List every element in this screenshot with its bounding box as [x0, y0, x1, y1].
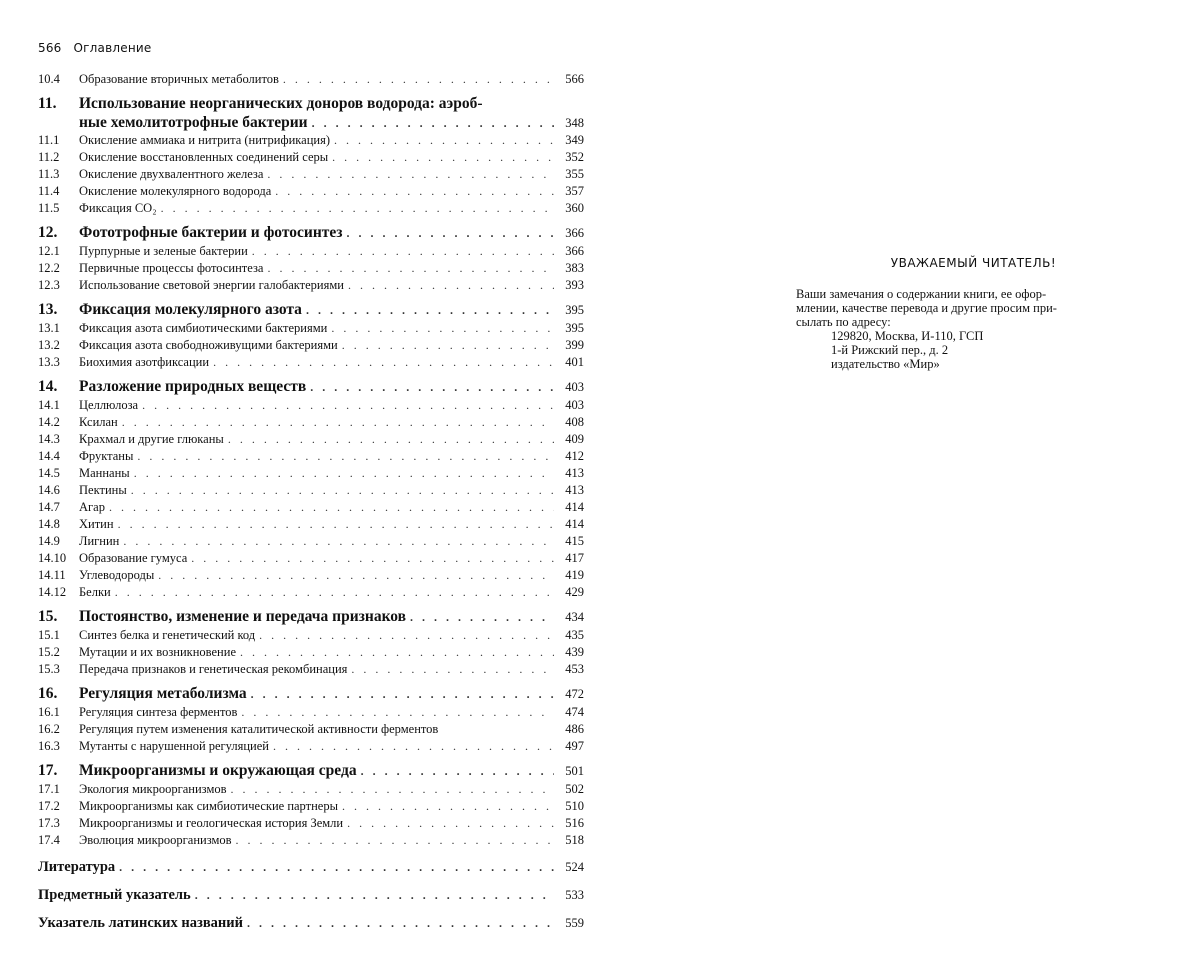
notice-line: Ваши замечания о содержании книги, ее офор-: [796, 287, 1047, 301]
toc-entry-number: 10.4: [38, 72, 60, 86]
toc-entry-page: 486: [565, 722, 584, 736]
toc-entry-title: [79, 832, 554, 849]
toc-entry-title-text: Образование вторичных метаболитов: [79, 72, 279, 86]
toc-entry-page: 566: [565, 72, 584, 86]
toc-entry-title-text: Литература: [38, 859, 116, 875]
toc-leader-dots: [237, 704, 554, 721]
toc-leader-dots: [269, 738, 554, 755]
toc-entry-title: [79, 607, 554, 627]
toc-entry-page: 352: [565, 150, 584, 164]
toc-leader-dots: [342, 223, 554, 243]
toc-leader-dots: [191, 885, 554, 905]
toc-section-entry: [38, 71, 584, 88]
toc-entry-title: [79, 223, 554, 243]
toc-entry-number: 14.6: [38, 483, 60, 497]
toc-entry-number: 11.1: [38, 133, 60, 147]
toc-entry-title: [79, 704, 554, 721]
toc-leader-dots: [344, 277, 554, 294]
toc-leader-dots: [138, 397, 554, 414]
toc-chapter-entry: [38, 684, 584, 704]
toc-entry-title: [38, 913, 554, 933]
toc-entry-title: [79, 448, 554, 465]
toc-section-entry: [38, 738, 584, 755]
toc-entry-title-text: Указатель латинских названий: [38, 915, 243, 931]
toc-entry-title-text: Образование гумуса: [79, 551, 188, 565]
toc-entry-title: [79, 584, 554, 601]
toc-entry-number: 12.: [38, 224, 58, 241]
toc-entry-number: 14.9: [38, 534, 60, 548]
toc-entry-page: 502: [565, 782, 584, 796]
toc-leader-dots: [105, 499, 554, 516]
toc-entry-number: 12.2: [38, 261, 60, 275]
toc-entry-title: [79, 781, 554, 798]
table-of-contents: [38, 71, 584, 933]
toc-chapter-entry: [38, 94, 584, 114]
toc-chapter-entry: [38, 607, 584, 627]
toc-entry-page: 383: [565, 261, 584, 275]
toc-entry-title: [79, 550, 554, 567]
toc-entry-number: 14.5: [38, 466, 60, 480]
notice-address-line: 1-й Рижский пер., д. 2: [831, 343, 949, 357]
toc-entry-title: [79, 414, 554, 431]
toc-entry-page: 349: [565, 133, 584, 147]
toc-entry-title-text: Белки: [79, 585, 111, 599]
toc-entry-page: 439: [565, 645, 584, 659]
toc-entry-title-text: Пектины: [79, 483, 127, 497]
toc-section-entry: [38, 465, 584, 482]
toc-entry-number: 14.11: [38, 568, 66, 582]
toc-chapter-entry: [38, 377, 584, 397]
toc-entry-title: [79, 815, 554, 832]
toc-entry-number: 17.1: [38, 782, 60, 796]
toc-entry-page: 403: [565, 380, 584, 394]
toc-leader-dots: [357, 761, 554, 781]
toc-entry-title-text: Микроорганизмы и геологическая история Земли: [79, 816, 344, 830]
toc-entry-title: [79, 132, 554, 149]
toc-entry-title-text: Использование световой энергии галобактериями: [79, 278, 344, 292]
toc-leader-dots: [302, 300, 554, 320]
toc-entry-title: [79, 644, 554, 661]
toc-section-entry: [38, 627, 584, 644]
toc-entry-number: 17.3: [38, 816, 60, 830]
toc-entry-title-text: Постоянство, изменение и передача признаков: [79, 608, 407, 625]
toc-section-entry: [38, 798, 584, 815]
toc-entry-number: 14.12: [38, 585, 67, 599]
toc-entry-page: 417: [565, 551, 584, 565]
toc-leader-dots: [306, 377, 554, 397]
toc-entry-title: [79, 166, 554, 183]
toc-entry-title-text: Использование неорганических доноров водорода: аэроб-: [79, 95, 483, 112]
toc-entry-title-text: Экология микроорганизмов: [79, 782, 227, 796]
toc-entry-title: [79, 200, 554, 217]
toc-entry-number: 11.2: [38, 150, 60, 164]
toc-section-entry: [38, 644, 584, 661]
toc-entry-page: 434: [565, 610, 584, 624]
toc-entry-title-text: Эволюция микроорганизмов: [79, 833, 232, 847]
toc-entry-number: 16.2: [38, 722, 60, 736]
toc-entry-page: 497: [565, 739, 584, 753]
toc-entry-title-text: Микроорганизмы и окружающая среда: [79, 762, 357, 779]
toc-leader-dots: [308, 114, 554, 132]
toc-entry-page: 415: [565, 534, 584, 548]
toc-entry-page: 474: [565, 705, 584, 719]
toc-leader-dots: [279, 71, 554, 88]
toc-entry-title: [79, 661, 554, 678]
toc-entry-number: 14.7: [38, 500, 60, 514]
toc-entry-title: [79, 465, 554, 482]
toc-backmatter-entry: [38, 913, 584, 933]
toc-entry-page: 516: [565, 816, 584, 830]
toc-entry-page: 453: [565, 662, 584, 676]
toc-leader-dots: [209, 354, 554, 371]
toc-chapter-entry: [38, 114, 584, 132]
toc-entry-title-text: Углеводороды: [79, 568, 155, 582]
toc-entry-number: 16.: [38, 685, 58, 702]
toc-leader-dots: [347, 661, 554, 678]
notice-line: сылать по адресу:: [796, 315, 891, 329]
toc-chapter-entry: [38, 300, 584, 320]
toc-section-entry: [38, 832, 584, 849]
toc-entry-title: [79, 567, 554, 584]
toc-section-entry: [38, 166, 584, 183]
toc-entry-title-text: Регуляция метаболизма: [79, 685, 247, 702]
toc-entry-page: 399: [565, 338, 584, 352]
toc-entry-title-text: Маннаны: [79, 466, 130, 480]
toc-entry-page: 414: [565, 517, 584, 531]
toc-entry-page: 501: [565, 764, 584, 778]
toc-entry-number: 15.: [38, 608, 58, 625]
toc-chapter-entry: [38, 761, 584, 781]
toc-entry-number: 13.3: [38, 355, 60, 369]
toc-leader-dots: [115, 857, 554, 877]
toc-entry-page: 409: [565, 432, 584, 446]
toc-entry-page: 413: [565, 466, 584, 480]
toc-entry-number: 17.4: [38, 833, 60, 847]
toc-leader-dots: [263, 166, 554, 183]
toc-section-entry: [38, 397, 584, 414]
toc-section-entry: [38, 815, 584, 832]
toc-leader-dots: [157, 200, 554, 217]
toc-entry-title: [79, 627, 554, 644]
toc-entry-title: [79, 71, 554, 88]
toc-entry-title-text: Крахмал и другие глюканы: [79, 432, 224, 446]
toc-entry-title: [79, 397, 554, 414]
toc-entry-page: 348: [565, 116, 584, 130]
notice-address-line: 129820, Москва, И-110, ГСП: [831, 329, 984, 343]
toc-entry-title-text: Микроорганизмы как симбиотические партнеры: [79, 799, 338, 813]
toc-leader-dots: [343, 815, 554, 832]
toc-entry-number: 15.2: [38, 645, 60, 659]
toc-section-entry: [38, 661, 584, 678]
toc-entry-page: 559: [565, 916, 584, 930]
toc-section-entry: [38, 499, 584, 516]
toc-section-entry: [38, 243, 584, 260]
toc-entry-number: 11.: [38, 95, 57, 112]
toc-entry-number: 11.3: [38, 167, 60, 181]
toc-entry-title-text: Регуляция синтеза ферментов: [79, 705, 238, 719]
toc-section-entry: [38, 320, 584, 337]
toc-entry-title-text: Фиксация азота симбиотическими бактериями: [79, 321, 328, 335]
toc-entry-number: 17.2: [38, 799, 60, 813]
toc-entry-page: 403: [565, 398, 584, 412]
toc-entry-number: 13.2: [38, 338, 60, 352]
toc-entry-title-text: Лигнин: [79, 534, 120, 548]
toc-entry-page: 355: [565, 167, 584, 181]
toc-section-entry: [38, 149, 584, 166]
toc-leader-dots: [263, 260, 554, 277]
toc-entry-title-text: ные хемолитотрофные бактерии: [79, 114, 308, 131]
toc-section-entry: [38, 533, 584, 550]
toc-section-entry: [38, 482, 584, 499]
toc-entry-number: 14.8: [38, 517, 60, 531]
toc-leader-dots: [327, 320, 554, 337]
toc-leader-dots: [406, 607, 554, 627]
toc-entry-title: [79, 260, 554, 277]
toc-leader-dots: [227, 781, 554, 798]
toc-section-entry: [38, 584, 584, 601]
toc-leader-dots: [154, 567, 554, 584]
toc-entry-title: [79, 94, 554, 114]
notice-heading: УВАЖАЕМЫЙ ЧИТАТЕЛЬ!: [890, 256, 1057, 270]
toc-entry-page: 413: [565, 483, 584, 497]
toc-section-entry: [38, 431, 584, 448]
toc-entry-page: 414: [565, 500, 584, 514]
toc-entry-title-text: Окисление восстановленных соединений серы: [79, 150, 329, 164]
toc-entry-title: [79, 337, 554, 354]
toc-entry-title: [79, 277, 554, 294]
toc-entry-page: 510: [565, 799, 584, 813]
running-header: [38, 41, 151, 55]
toc-entry-page: 429: [565, 585, 584, 599]
toc-entry-page: 524: [565, 860, 584, 874]
toc-section-entry: [38, 550, 584, 567]
toc-leader-dots: [338, 798, 554, 815]
toc-entry-number: 14.2: [38, 415, 60, 429]
toc-entry-number: 14.: [38, 378, 58, 395]
toc-entry-title-text: Мутанты с нарушенной регуляцией: [79, 739, 269, 753]
toc-entry-number: 12.1: [38, 244, 60, 258]
toc-entry-title: [79, 243, 554, 260]
toc-entry-page: 366: [565, 226, 584, 240]
toc-entry-title-text: Регуляция путем изменения каталитической активности ферментов: [79, 722, 439, 736]
toc-entry-title-text: Фиксация азота свободноживущими бактериями: [79, 338, 338, 352]
toc-leader-dots: [130, 465, 554, 482]
toc-leader-dots: [187, 550, 554, 567]
toc-entry-title: [79, 300, 554, 320]
toc-section-entry: [38, 781, 584, 798]
toc-section-entry: [38, 414, 584, 431]
toc-entry-number: 14.4: [38, 449, 60, 463]
toc-entry-number: 11.5: [38, 201, 60, 215]
toc-leader-dots: [114, 516, 554, 533]
toc-entry-title: [79, 684, 554, 704]
toc-chapter-entry: [38, 223, 584, 243]
toc-leader-dots: [133, 448, 554, 465]
toc-entry-page: 518: [565, 833, 584, 847]
toc-leader-dots: [232, 832, 554, 849]
toc-section-entry: [38, 354, 584, 371]
toc-leader-dots: [255, 627, 554, 644]
toc-entry-number: 15.3: [38, 662, 60, 676]
toc-entry-title-text: Предметный указатель: [38, 887, 191, 903]
toc-entry-title-text: Хитин: [79, 517, 114, 531]
toc-entry-number: 14.10: [38, 551, 67, 565]
toc-leader-dots: [247, 684, 554, 704]
toc-entry-page: 401: [565, 355, 584, 369]
toc-entry-title-text: Пурпурные и зеленые бактерии: [79, 244, 248, 258]
toc-entry-page: 395: [565, 321, 584, 335]
toc-backmatter-entry: [38, 857, 584, 877]
toc-section-entry: [38, 277, 584, 294]
toc-entry-title: [79, 798, 554, 815]
toc-entry-title: [79, 431, 554, 448]
toc-leader-dots: [248, 243, 554, 260]
toc-entry-title-text: Фруктаны: [79, 449, 134, 463]
toc-leader-dots: [119, 533, 554, 550]
toc-entry-title: [79, 516, 554, 533]
toc-entry-title-text: Биохимия азотфиксации: [79, 355, 210, 369]
toc-entry-title-text: Фототрофные бактерии и фотосинтез: [79, 224, 343, 241]
toc-entry-page: 412: [565, 449, 584, 463]
toc-entry-number: 14.3: [38, 432, 60, 446]
toc-entry-page: 395: [565, 303, 584, 317]
toc-entry-title-text: Первичные процессы фотосинтеза: [79, 261, 264, 275]
toc-entry-page: 357: [565, 184, 584, 198]
toc-leader-dots: [328, 149, 554, 166]
toc-leader-dots: [111, 584, 554, 601]
notice-line: млении, качестве перевода и другие просим при-: [796, 301, 1057, 315]
toc-entry-title: [79, 377, 554, 397]
toc-entry-title-text: Фиксация молекулярного азота: [79, 301, 302, 318]
toc-leader-dots: [127, 482, 554, 499]
toc-entry-title: [79, 114, 554, 132]
toc-entry-number: 13.: [38, 301, 58, 318]
toc-entry-title-text: Агар: [79, 500, 105, 514]
toc-leader-dots: [271, 183, 554, 200]
toc-backmatter-entry: [38, 885, 584, 905]
toc-leader-dots: [330, 132, 554, 149]
toc-entry-title: [38, 857, 554, 877]
toc-entry-title: [79, 721, 554, 738]
toc-entry-page: 419: [565, 568, 584, 582]
toc-entry-title-text: Окисление аммиака и нитрита (нитрификация): [79, 133, 330, 147]
toc-entry-page: 360: [565, 201, 584, 215]
toc-entry-title: [79, 354, 554, 371]
toc-entry-title: [79, 482, 554, 499]
toc-section-entry: [38, 721, 584, 738]
toc-entry-number: 11.4: [38, 184, 60, 198]
toc-entry-title-text: Окисление молекулярного водорода: [79, 184, 272, 198]
toc-leader-dots: [243, 913, 554, 933]
toc-leader-dots: [224, 431, 554, 448]
toc-section-entry: [38, 704, 584, 721]
toc-entry-title: [79, 149, 554, 166]
toc-entry-title: [79, 738, 554, 755]
toc-entry-page: 472: [565, 687, 584, 701]
toc-entry-title: [79, 761, 554, 781]
header-title: Оглавление: [73, 41, 152, 55]
reader-notice: [796, 256, 1126, 371]
toc-entry-page: 366: [565, 244, 584, 258]
toc-entry-title-text: Передача признаков и генетическая рекомбинация: [79, 662, 348, 676]
toc-entry-title-text: Разложение природных веществ: [79, 378, 307, 395]
toc-section-entry: [38, 260, 584, 277]
toc-leader-dots: [338, 337, 554, 354]
toc-section-entry: [38, 516, 584, 533]
toc-entry-title-text: Синтез белка и генетический код: [79, 628, 256, 642]
toc-entry-title: [79, 499, 554, 516]
toc-entry-title: [79, 183, 554, 200]
toc-leader-dots: [118, 414, 554, 431]
toc-entry-title-text: Мутации и их возникновение: [79, 645, 236, 659]
toc-entry-number: 13.1: [38, 321, 60, 335]
toc-entry-page: 435: [565, 628, 584, 642]
toc-section-entry: [38, 183, 584, 200]
toc-entry-title-text: Фиксация CO₂: [79, 201, 157, 215]
toc-entry-title-text: Окисление двухвалентного железа: [79, 167, 264, 181]
toc-entry-page: 393: [565, 278, 584, 292]
header-page-number: 566: [38, 41, 62, 55]
toc-entry-title: [79, 533, 554, 550]
toc-entry-title-text: Ксилан: [79, 415, 118, 429]
toc-section-entry: [38, 337, 584, 354]
toc-entry-title: [79, 320, 554, 337]
toc-entry-page: 408: [565, 415, 584, 429]
toc-section-entry: [38, 200, 584, 217]
toc-entry-title-text: Целлюлоза: [79, 398, 139, 412]
toc-entry-number: 15.1: [38, 628, 60, 642]
notice-address-line: издательство «Мир»: [831, 357, 940, 371]
toc-section-entry: [38, 567, 584, 584]
toc-entry-page: 533: [565, 888, 584, 902]
toc-entry-title: [38, 885, 554, 905]
toc-leader-dots: [236, 644, 554, 661]
toc-entry-number: 16.3: [38, 739, 60, 753]
toc-entry-number: 12.3: [38, 278, 60, 292]
toc-section-entry: [38, 132, 584, 149]
toc-entry-number: 14.1: [38, 398, 60, 412]
toc-entry-number: 16.1: [38, 705, 60, 719]
toc-section-entry: [38, 448, 584, 465]
toc-entry-number: 17.: [38, 762, 58, 779]
